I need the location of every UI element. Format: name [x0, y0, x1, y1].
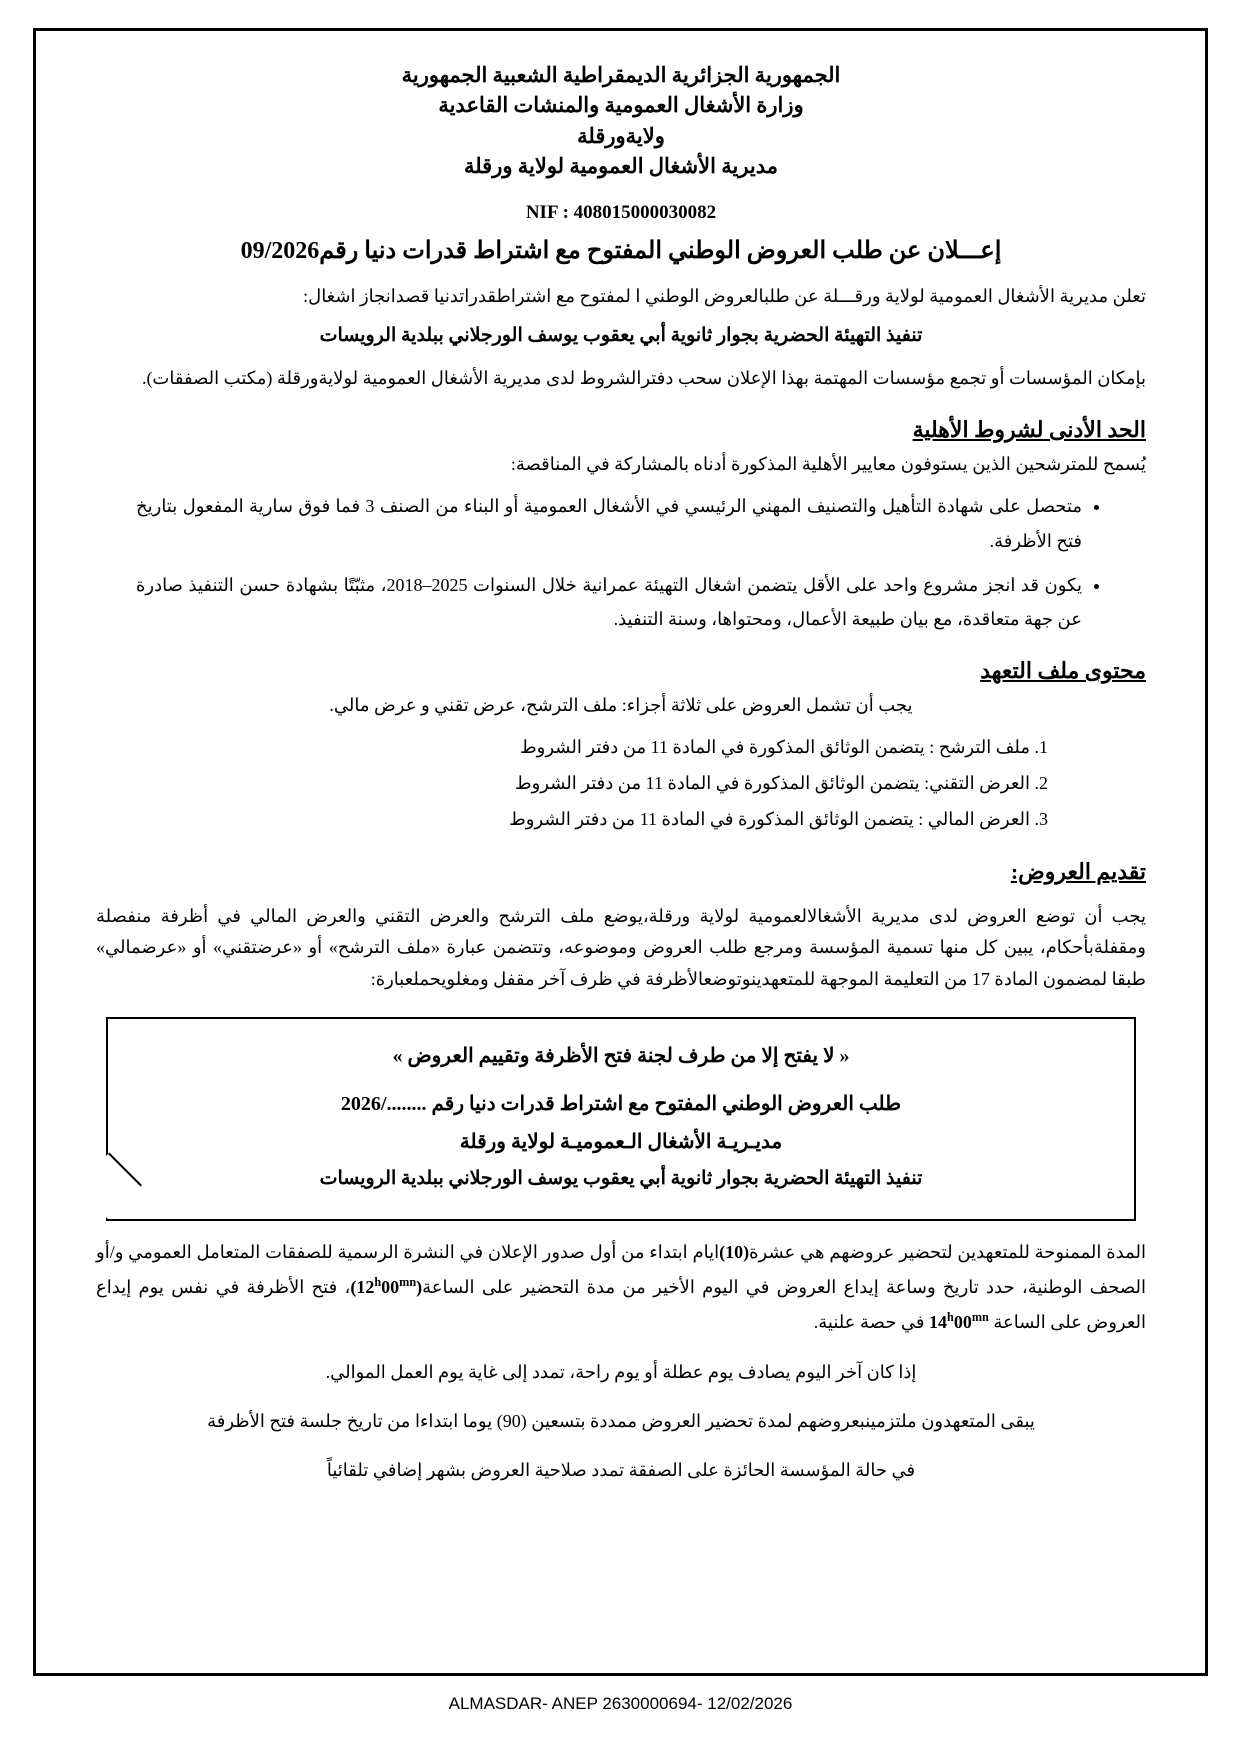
deposit-time-mn-sup: mn — [399, 1275, 417, 1290]
list-item: 1. ملف الترشح : يتضمن الوثائق المذكورة في المادة 11 من دفتر الشروط — [186, 729, 1030, 765]
eligibility-list — [136, 489, 1106, 636]
deposit-time-min: 00 — [381, 1277, 400, 1298]
deposit-time — [350, 1277, 422, 1297]
opening-time — [929, 1312, 989, 1332]
opening-time-hour: 14 — [929, 1312, 947, 1333]
document-content — [66, 60, 1176, 1488]
intro-paragraph: تعلن مديرية الأشغال العمومية لولاية ورقـــلة عن طلبالعروض الوطني ا لمفتوح مع اشتراطقدراتدنيا قصدانجاز اشغال: — [303, 285, 1146, 306]
submission-paragraph: يجب أن توضع العروض لدى مديرية الأشغالالعمومية لولاية ورقلة،يوضع ملف الترشح والعرض التقني والعرض المالي في أظرفة منفصلة ومقفلةبأحكام، يبين كل منها تسمية المؤسسة ومرجع طلب العروض وموضوعه، وتتضمن عبارة «ملف الترشح» أو «عرضتقني» أو «عرضمالي» طبقا لمضمون المادة 17 من التعليمة الموجهة للمتعهدينوتوضعالأظرفة في ظرف آخر مقفل ومغلويحملعبارة: — [96, 905, 1146, 989]
envelope-line-3: مديـريـة الأشغال الـعموميـة لولاية ورقلة — [459, 1131, 783, 1154]
deadline-text-g: في حصة علنية. — [813, 1312, 925, 1333]
list-item: • يكون قد انجز مشروع واحد على الأقل يتضمن اشغال التهيئة عمرانية خلال السنوات 2025–2018، مثبّتًا بشهادة حسن التنفيذ صادرة عن جهة متعاقدة، مع بيان طبيعة الأعمال، ومحتواها، وسنة التنفيذ. — [136, 568, 1082, 636]
deadline-block — [96, 1235, 1146, 1488]
footer-reference: ALMASDAR- ANEP 2630000694- 12/02/2026 — [448, 1694, 793, 1713]
deadline-text-e: ، فتح الأظرفة في نفس يوم إيداع العروض على الساعة — [96, 1277, 1146, 1333]
header-line-3: ولايةورقلة — [577, 123, 665, 148]
file-content-section-title: محتوى ملف التعهد — [980, 658, 1146, 684]
header-block — [96, 60, 1146, 182]
extension-rule: في حالة المؤسسة الحائزة على الصفقة تمدد صلاحية العروض بشهر إضافي تلقائياً — [326, 1459, 916, 1480]
deadline-paragraph — [96, 1235, 1146, 1340]
opening-time-h-sup: h — [947, 1310, 954, 1325]
envelope-line-2: طلب العروض الوطني المفتوح مع اشتراط قدرات دنيا رقم ......../2026 — [340, 1093, 902, 1116]
envelope-line-1: « لا يفتح إلا من طرف لجنة فتح الأظرفة وتقييم العروض » — [392, 1045, 850, 1068]
submission-section-title: تقديم العروض: — [1010, 858, 1146, 884]
withdrawal-paragraph: بإمكان المؤسسات أو تجمع مؤسسات المهتمة بهذا الإعلان سحب دفترالشروط لدى مديرية الأشغال العمومية لولايةورقلة (مكتب الصفقات). — [141, 368, 1146, 389]
list-item: 3. العرض المالي : يتضمن الوثائق المذكورة في المادة 11 من دفتر الشروط — [186, 801, 1030, 837]
header-line-2: وزارة الأشغال العمومية والمنشات القاعدية — [438, 93, 804, 118]
holiday-rule: إذا كان آخر اليوم يصادف يوم عطلة أو يوم راحة، تمدد إلى غاية يوم العمل الموالي. — [325, 1361, 917, 1382]
list-item: • متحصل على شهادة التأهيل والتصنيف المهني الرئيسي في الأشغال العمومية أو البناء من الصنف 3 فما فوق سارية المفعول بتاريخ فتح الأظرفة. — [136, 489, 1082, 557]
deadline-text-c: ايام ابتداء من أول صدور الإعلان في النشرة الرسمية للصفقات المتعامل العمومي و/أو الصحف الوطنية، حدد تاريخ وساعة إيداع العروض في اليوم الأخير من مدة التحضير على الساعة — [96, 1242, 1146, 1298]
envelope-line-4: تنفيذ التهيئة الحضرية بجوار ثانوية أبي يعقوب يوسف الورجلاني ببلدية الرويسات — [319, 1168, 923, 1190]
eligibility-lead: يُسمح للمترشحين الذين يستوفون معايير الأهلية المذكورة أدناه بالمشاركة في المناقصة: — [510, 453, 1146, 474]
deadline-days: (10) — [719, 1242, 750, 1263]
nif-number: NIF : 408015000030082 — [525, 201, 717, 223]
project-name: تنفيذ التهيئة الحضرية بجوار ثانوية أبي يعقوب يوسف الورجلاني ببلدية الرويسات — [319, 325, 923, 347]
file-content-list — [186, 729, 1056, 837]
announcement-title: إعـــلان عن طلب العروض الوطني المفتوح مع اشتراط قدرات دنيا رقم09/2026 — [240, 237, 1002, 264]
opening-time-mn-sup: mn — [971, 1310, 989, 1325]
deposit-time-close: ) — [350, 1277, 357, 1298]
header-line-1: الجمهورية الجزائرية الديمقراطية الشعبية الجمهورية — [401, 63, 841, 87]
header-line-4: مديرية الأشغال العمومية لولاية ورقلة — [463, 154, 779, 179]
deadline-text-a: المدة الممنوحة للمتعهدين لتحضير عروضهم هي عشرة — [749, 1242, 1146, 1263]
list-item: 2. العرض التقني: يتضمن الوثائق المذكورة في المادة 11 من دفتر الشروط — [186, 765, 1030, 801]
deposit-time-hour: (12 — [356, 1277, 423, 1298]
eligibility-section-title: الحد الأدنى لشروط الأهلية — [912, 416, 1146, 442]
validity-rule: يبقى المتعهدون ملتزمينبعروضهم لمدة تحضير العروض ممددة بتسعين (90) يوما ابتداءا من تاريخ جلسة فتح الأظرفة — [207, 1410, 1035, 1431]
opening-time-min: 00 — [953, 1312, 972, 1333]
file-content-lead: يجب أن تشمل العروض على ثلاثة أجزاء: ملف الترشح، عرض تقني و عرض مالي. — [329, 695, 913, 716]
envelope-label-box — [106, 1017, 1136, 1221]
deposit-time-h-sup: h — [374, 1275, 382, 1290]
